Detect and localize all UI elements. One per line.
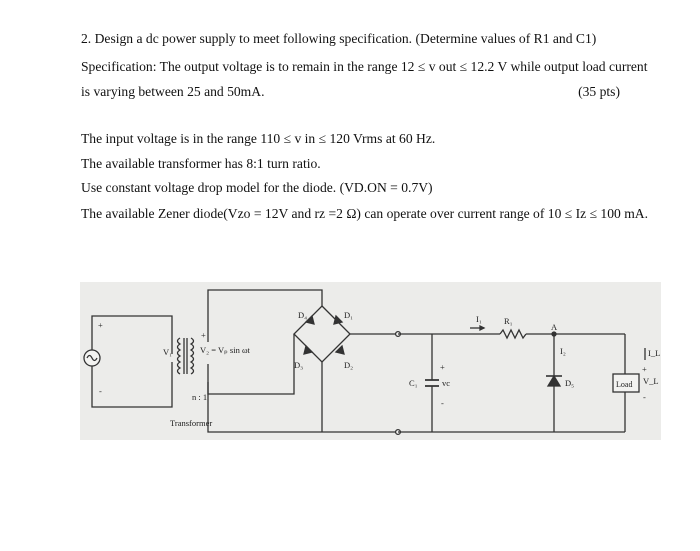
plus-sign-secondary: + (201, 330, 206, 340)
v1-label: V₁ (163, 347, 173, 357)
plus-sign-load: + (642, 364, 647, 374)
d5-label: D₅ (565, 378, 575, 388)
d4-label: D₄ (298, 310, 308, 320)
plus-sign-cap: + (440, 362, 445, 372)
problem-line-5: The available transformer has 8:1 turn ratio. (81, 156, 321, 171)
node-a-label: A (551, 322, 558, 332)
plus-sign-primary: + (98, 320, 103, 330)
c1-label: C₁ (409, 378, 418, 388)
v2-equation-label: V₂ = Vₚ sin ωt (200, 345, 250, 355)
circuit-figure (80, 282, 661, 440)
i1-label: I₁ (476, 314, 482, 324)
zener-d5-icon (548, 376, 560, 386)
problem-line-6: Use constant voltage drop model for the diode. (VD.ON = 0.7V) (81, 180, 433, 195)
i2-label: I₂ (560, 346, 566, 356)
diode-d1-icon (334, 316, 342, 324)
minus-sign-cap: - (441, 398, 444, 408)
minus-sign-primary: - (99, 386, 102, 396)
problem-line-7: The available Zener diode(Vzo = 12V and rz =2 Ω) can operate over current range of 10 ≤ Iz ≤ 100 mA. (81, 206, 649, 221)
circuit-diagram (80, 282, 661, 440)
turns-ratio-label: n : 1 (192, 392, 208, 402)
points-label: (35 pts) (578, 84, 620, 99)
vc-label: vc (442, 378, 451, 388)
problem-line-2: Specification: The output voltage is to remain in the range 12 ≤ v out ≤ 12.2 V while output load current (81, 59, 648, 74)
il-label: I_L (648, 348, 661, 358)
primary-coil-icon (178, 338, 181, 374)
diode-d4-icon (306, 316, 314, 324)
problem-line-1: 2. Design a dc power supply to meet following specification. (Determine values of R1 and C1) (81, 31, 597, 46)
transformer-label: Transformer (170, 418, 213, 428)
load-label: Load (616, 380, 633, 389)
d2-label: D₂ (344, 360, 354, 370)
secondary-bottom-wire (208, 364, 398, 432)
vl-label: V_L (643, 376, 659, 386)
r1-label: R₁ (504, 316, 513, 326)
minus-sign-load: - (643, 392, 646, 402)
problem-line-4: The input voltage is in the range 110 ≤ v in ≤ 120 Vrms at 60 Hz. (81, 131, 436, 146)
secondary-coil-icon (191, 338, 194, 374)
primary-bottom-wire (120, 362, 172, 407)
problem-line-3: is varying between 25 and 50mA. (81, 84, 265, 99)
diode-d3-icon (304, 346, 312, 354)
resistor-r1-icon (500, 330, 526, 338)
d3-label: D₃ (294, 360, 304, 370)
capacitor-c1-icon (425, 380, 439, 386)
d1-label: D₁ (344, 310, 354, 320)
